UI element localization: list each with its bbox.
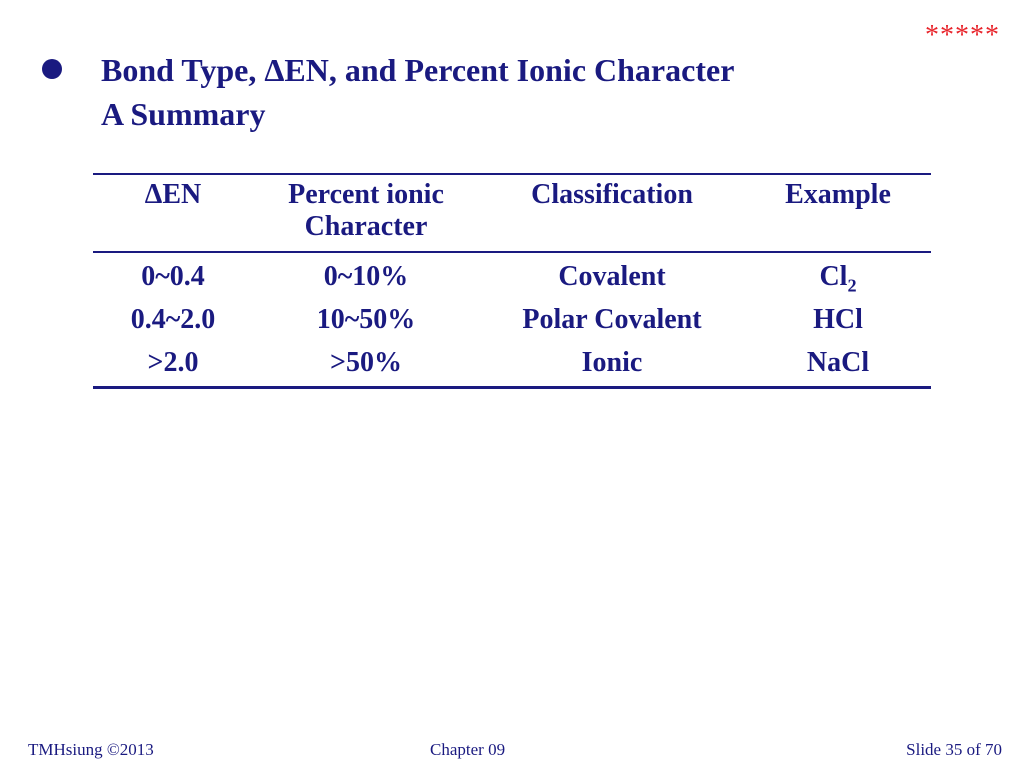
header-example: Example bbox=[785, 179, 891, 210]
footer-author: TMHsiung ©2013 bbox=[28, 740, 154, 759]
header-classification: Classification bbox=[531, 179, 693, 210]
cell-example bbox=[745, 252, 931, 298]
table-row bbox=[93, 298, 931, 341]
cell-delta-en: >2.0 bbox=[147, 347, 199, 378]
footer-slide-number: Slide 35 of 70 bbox=[906, 740, 1002, 759]
cell-percent: >50% bbox=[330, 347, 402, 378]
bond-type-table bbox=[93, 173, 931, 389]
table-header-row bbox=[93, 174, 931, 252]
cell-percent: 10~50% bbox=[316, 304, 416, 335]
header-percent-ionic bbox=[253, 174, 479, 252]
bullet-icon bbox=[42, 59, 62, 79]
cell-example-subscript: 2 bbox=[847, 275, 857, 296]
cell-classification: Ionic bbox=[581, 347, 643, 378]
cell-percent: 0~10% bbox=[323, 261, 409, 292]
header-percent-ionic-line1: Percent ionic bbox=[288, 179, 444, 210]
cell-classification: Polar Covalent bbox=[522, 304, 702, 335]
cell-delta-en: 0.4~2.0 bbox=[130, 304, 216, 335]
priority-stars: ***** bbox=[925, 20, 1000, 51]
bond-type-table-container bbox=[93, 173, 931, 389]
cell-example-formula: Cl bbox=[819, 261, 848, 292]
cell-example: NaCl bbox=[806, 347, 870, 378]
cell-example: HCl bbox=[813, 304, 863, 335]
table-row bbox=[93, 252, 931, 298]
slide-title bbox=[101, 48, 734, 136]
slide-title-line1: Bond Type, ΔEN, and Percent Ionic Character bbox=[101, 52, 735, 88]
cell-delta-en: 0~0.4 bbox=[141, 261, 205, 292]
header-delta-en: ΔEN bbox=[144, 179, 202, 210]
cell-classification: Covalent bbox=[558, 261, 666, 292]
table-row bbox=[93, 341, 931, 388]
footer-chapter: Chapter 09 bbox=[430, 740, 506, 759]
header-percent-ionic-line2: Character bbox=[304, 211, 428, 242]
slide-title-line2: A Summary bbox=[101, 96, 266, 132]
